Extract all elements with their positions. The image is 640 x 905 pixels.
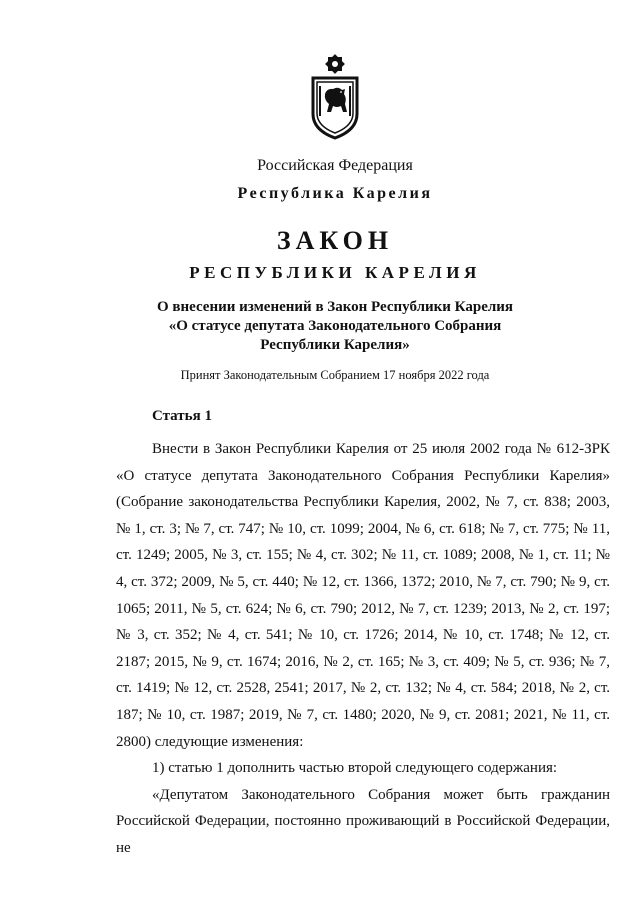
law-subject-line: Республики Карелия» xyxy=(260,337,410,353)
karelia-coat-of-arms-icon xyxy=(305,52,365,140)
document-type-title: ЗАКОН xyxy=(276,226,394,255)
article-body xyxy=(116,436,610,862)
article-heading: Статья 1 xyxy=(152,408,212,424)
article-paragraph: 1) статью 1 дополнить частью второй следующего содержания: xyxy=(152,760,558,777)
article-paragraph: Внести в Закон Республики Карелия от 25 июля 2002 года № 612-ЗРК «О статусе депутата Законодательного Собрания Республики Карелия» (Собрание законодательства Республики Карелия, 2002, № 7, ст. 838; 2003, № 1, ст. 3; № 7, ст. 747; № 10, ст. 1099; 2004, № 6, ст. 618; № 7, ст. 775; № 11, ст. 1249; 2005, № 3, ст. 155; № 4, ст. 302; № 11, ст. 1089; 2008, № 1, ст. 11; № 4, ст. 372; 2009, № 5, ст. 440; № 12, ст. 1366, 1372; 2010, № 7, ст. 790; № 9, ст. 1065; 2011, № 5, ст. 624; № 6, ст. 790; 2012, № 7, ст. 1239; 2013, № 2, ст. 197; № 3, ст. 352; № 4, ст. 541; № 10, ст. 1726; 2014, № 10, ст. 1748; № 12, ст. 2187; 2015, № 9, ст. 1674; 2016, № 2, ст. 165; № 3, ст. 409; № 5, ст. 936; № 7, ст. 1419; № 12, ст. 2528, 2541; 2017, № 2, ст. 132; № 4, ст. 584; 2018, № 2, ст. 187; № 10, ст. 1987; 2019, № 7, ст. 1480; 2020, № 9, ст. 2081; 2021, № 11, ст. 2800) следующие изменения: xyxy=(116,441,610,750)
law-subject-line: «О статусе депутата Законодательного Собрания xyxy=(168,318,502,334)
adoption-date-note: Принят Законодательным Собранием 17 ноября 2022 года xyxy=(180,368,490,382)
country-name: Российская Федерация xyxy=(257,157,413,174)
article-paragraph: «Депутатом Законодательного Собрания может быть гражданин Российской Федерации, постоянно проживающий в Российской Федерации, не xyxy=(116,786,610,856)
law-subject-line: О внесении изменений в Закон Республики Карелия xyxy=(156,299,514,315)
law-subject xyxy=(150,298,520,355)
document-issuer-title: РЕСПУБЛИКИ КАРЕЛИЯ xyxy=(189,263,481,282)
republic-name: Республика Карелия xyxy=(237,185,433,202)
